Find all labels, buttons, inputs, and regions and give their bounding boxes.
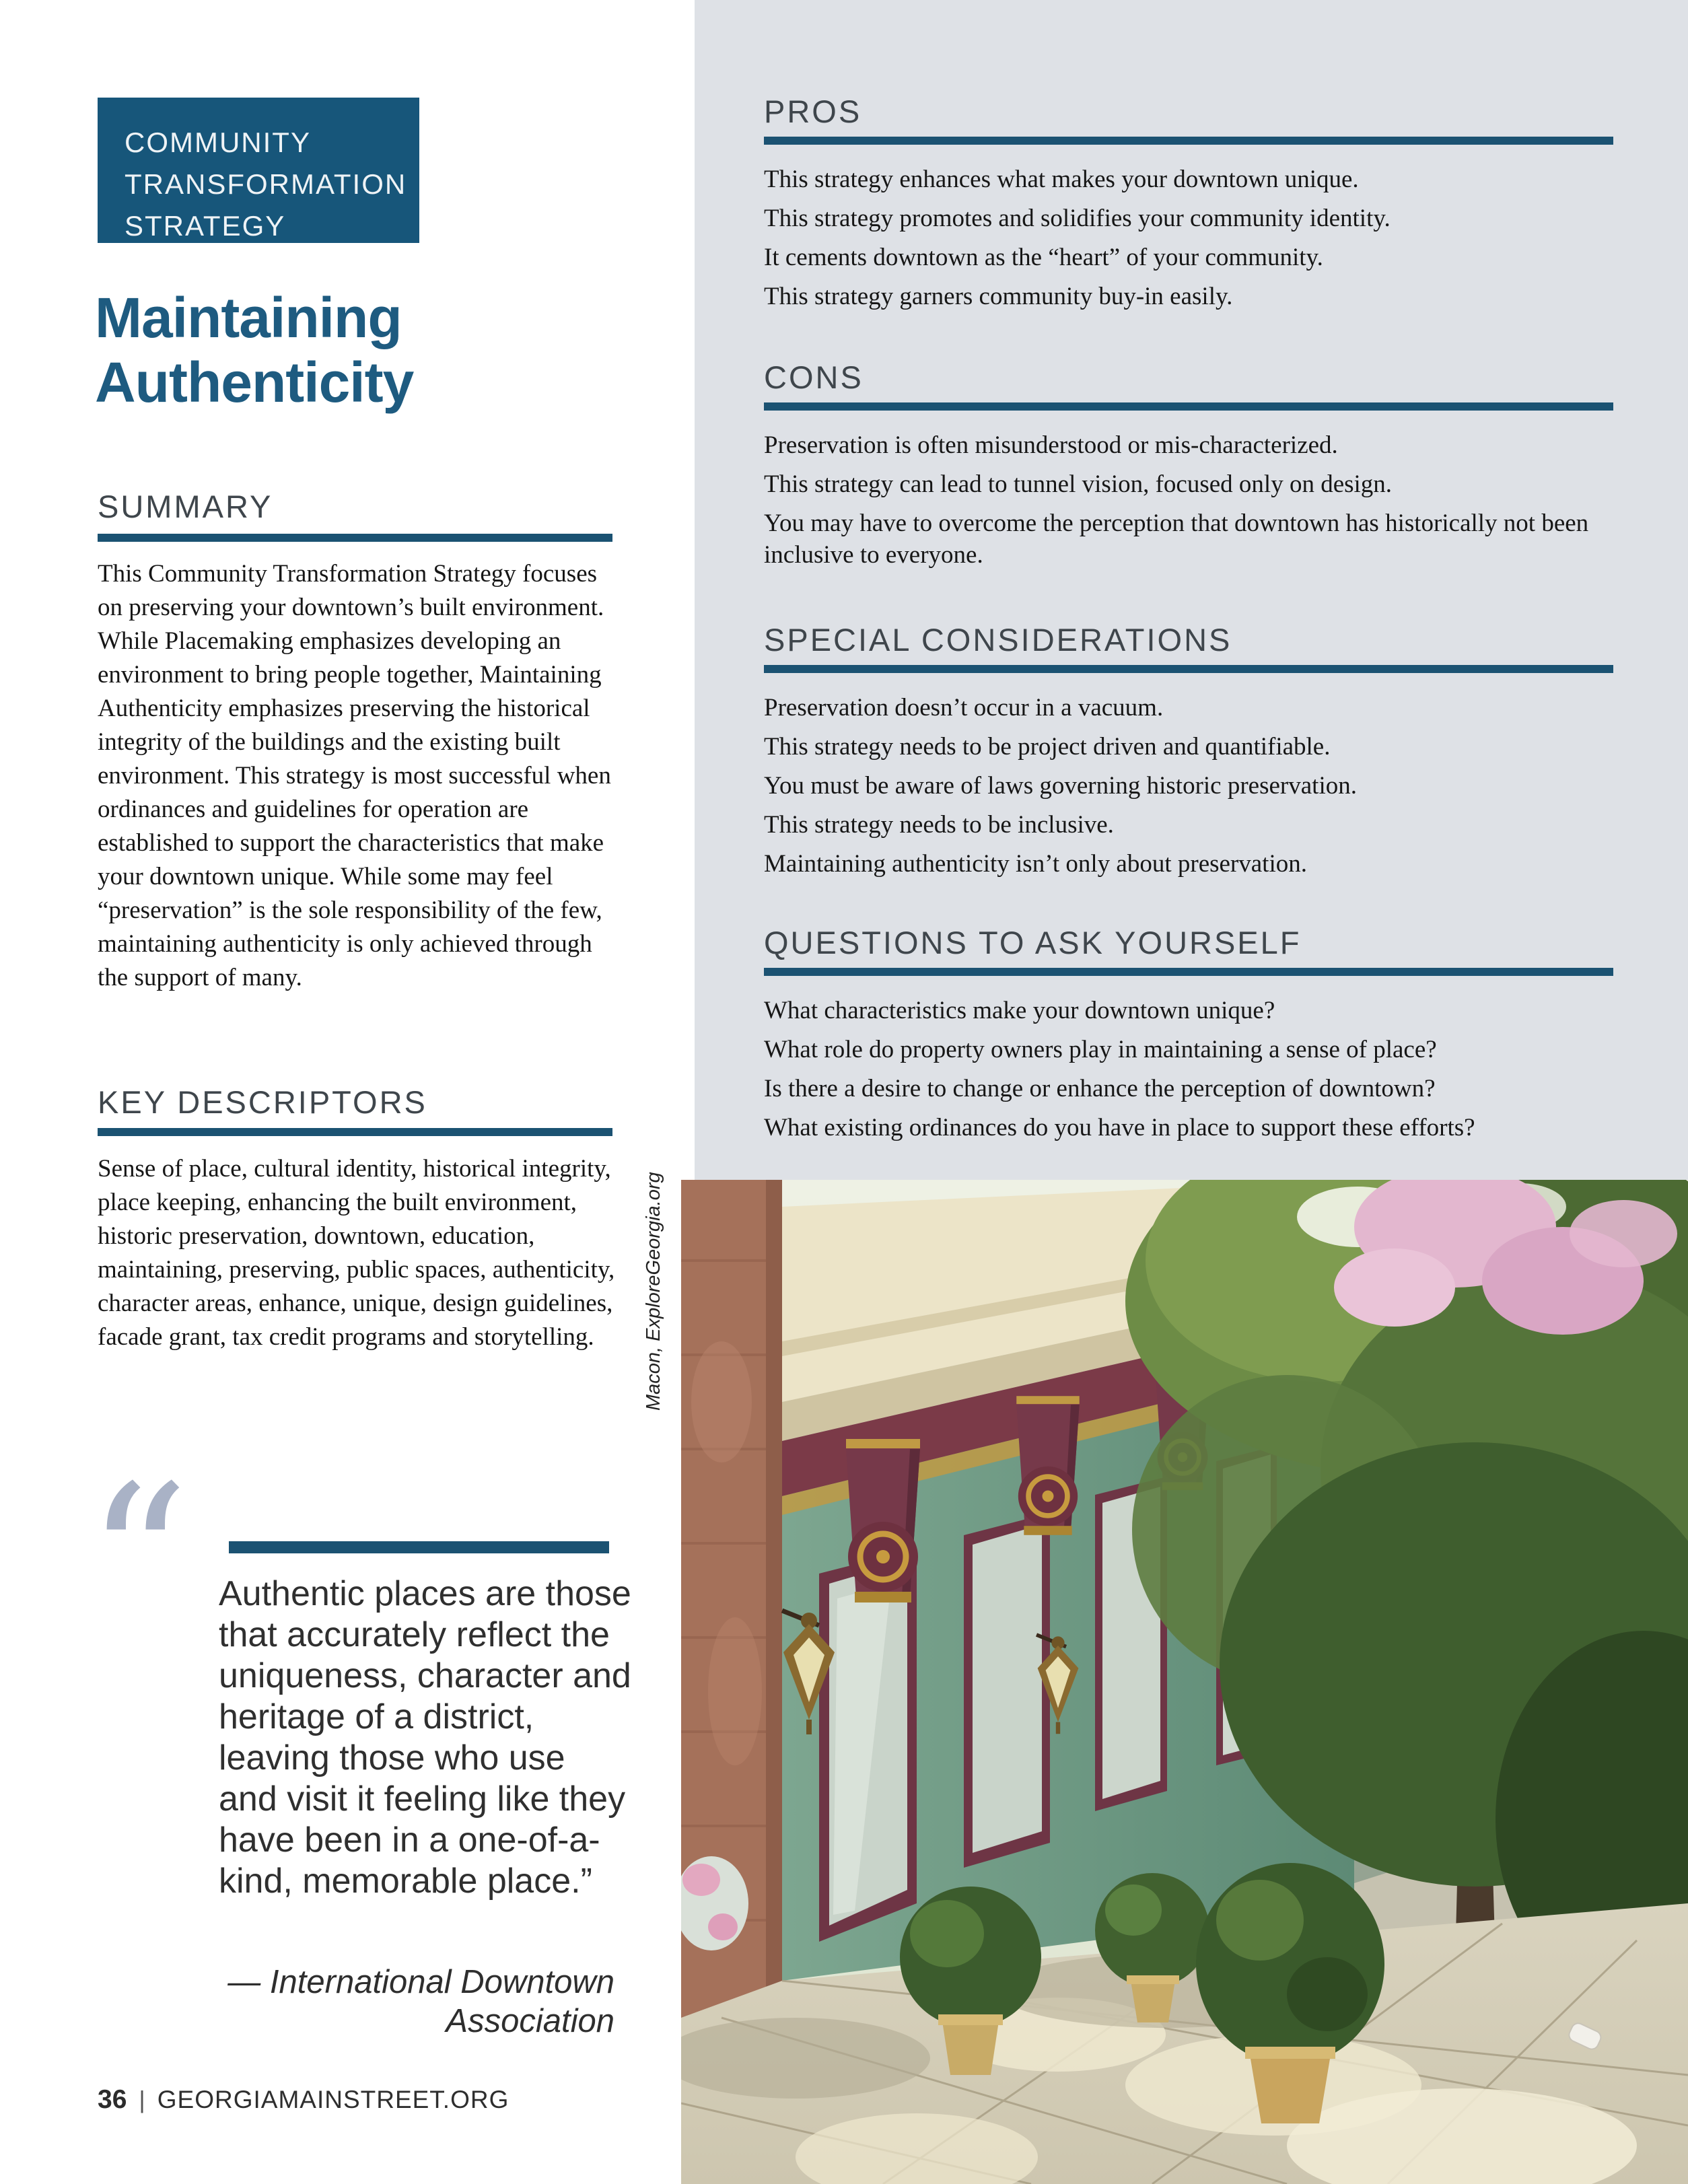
cons-list (764, 429, 1617, 578)
list-item: This strategy needs to be inclusive. (764, 811, 1114, 839)
pros-rule (764, 137, 1613, 145)
page-title-line1: Maintaining (95, 286, 402, 349)
key-descriptors-heading: KEY DESCRIPTORS (98, 1084, 427, 1120)
questions-list (764, 995, 1617, 1151)
list-item: Maintaining authenticity isn’t only about preservation. (764, 850, 1307, 878)
badge-line: TRANSFORMATION (125, 168, 407, 200)
list-item: It cements downtown as the “heart” of your community. (764, 244, 1323, 271)
summary-rule (98, 534, 612, 542)
quote-text: Authentic places are those that accurately reflect the uniqueness, character and heritage of a district, leaving those who use and visit it feeling like they have been in a one-of-a-kind, memorable place.” (219, 1574, 631, 1901)
special-considerations-heading: SPECIAL CONSIDERATIONS (764, 622, 1232, 658)
cons-rule (764, 402, 1613, 411)
key-descriptors-rule (98, 1128, 612, 1136)
list-item: This strategy promotes and solidifies your community identity. (764, 205, 1391, 232)
badge-line: COMMUNITY (125, 127, 311, 158)
list-item: This strategy enhances what makes your downtown unique. (764, 166, 1359, 193)
questions-heading: QUESTIONS TO ASK YOURSELF (764, 925, 1302, 960)
list-item: You may have to overcome the perception that downtown has historically not been inclusive to everyone. (764, 509, 1589, 569)
summary-heading: SUMMARY (98, 489, 273, 524)
list-item: Is there a desire to change or enhance the perception of downtown? (764, 1075, 1436, 1102)
list-item: Preservation is often misunderstood or mis-characterized. (764, 431, 1338, 459)
questions-rule (764, 968, 1613, 976)
list-item: This strategy needs to be project driven and quantifiable. (764, 733, 1331, 761)
footer-site-url: GEORGIAMAINSTREET.ORG (157, 2086, 509, 2113)
strategy-badge (98, 98, 419, 243)
cons-heading: CONS (764, 359, 864, 395)
photo-caption: Macon, ExploreGeorgia.org (643, 1172, 664, 1411)
footer-separator: | (139, 2086, 145, 2113)
list-item: What characteristics make your downtown unique? (764, 997, 1275, 1024)
quote-divider-bar (229, 1541, 609, 1553)
quote-attribution: — International Downtown Association (227, 1964, 614, 2039)
pros-list (764, 164, 1617, 320)
summary-body: This Community Transformation Strategy focuses on preserving your downtown’s built environment. While Placemaking emphasizes developing an environment to bring people together, Maintaining Authenticity emphasizes preserving the historical integrity of the buildings and the existing built environment. This strategy is most successful when ordinances and guidelines for operation are established to support the characteristics that make your downtown unique. While some may feel “preservation” is the sole responsibility of the few, maintaining authenticity is only achieved through the support of many. (98, 560, 611, 991)
page-title (95, 285, 660, 415)
list-item: Preservation doesn’t occur in a vacuum. (764, 694, 1164, 721)
storefront-photo-svg (681, 1180, 1688, 2184)
list-item: This strategy can lead to tunnel vision, focused only on design. (764, 470, 1393, 498)
page-title-line2: Authenticity (95, 351, 414, 414)
list-item: You must be aware of laws governing historic preservation. (764, 772, 1357, 800)
list-item: What role do property owners play in maintaining a sense of place? (764, 1036, 1437, 1063)
pros-heading: PROS (764, 94, 862, 129)
footer-page-number: 36 (98, 2085, 127, 2114)
special-considerations-rule (764, 665, 1613, 673)
key-descriptors-body: Sense of place, cultural identity, historical integrity, place keeping, enhancing the built environment, historic preservation, downtown, education, maintaining, preserving, public spaces, authenticity, character areas, enhance, unique, design guidelines, facade grant, tax credit programs and storytelling. (98, 1155, 615, 1351)
badge-line: STRATEGY (125, 210, 286, 242)
list-item: What existing ordinances do you have in place to support these efforts? (764, 1114, 1475, 1141)
storefront-photo (681, 1180, 1688, 2184)
special-considerations-list (764, 692, 1617, 887)
quote-mark-icon: “ (86, 1442, 190, 1677)
list-item: This strategy garners community buy-in easily. (764, 283, 1233, 310)
page-footer (98, 2085, 509, 2115)
